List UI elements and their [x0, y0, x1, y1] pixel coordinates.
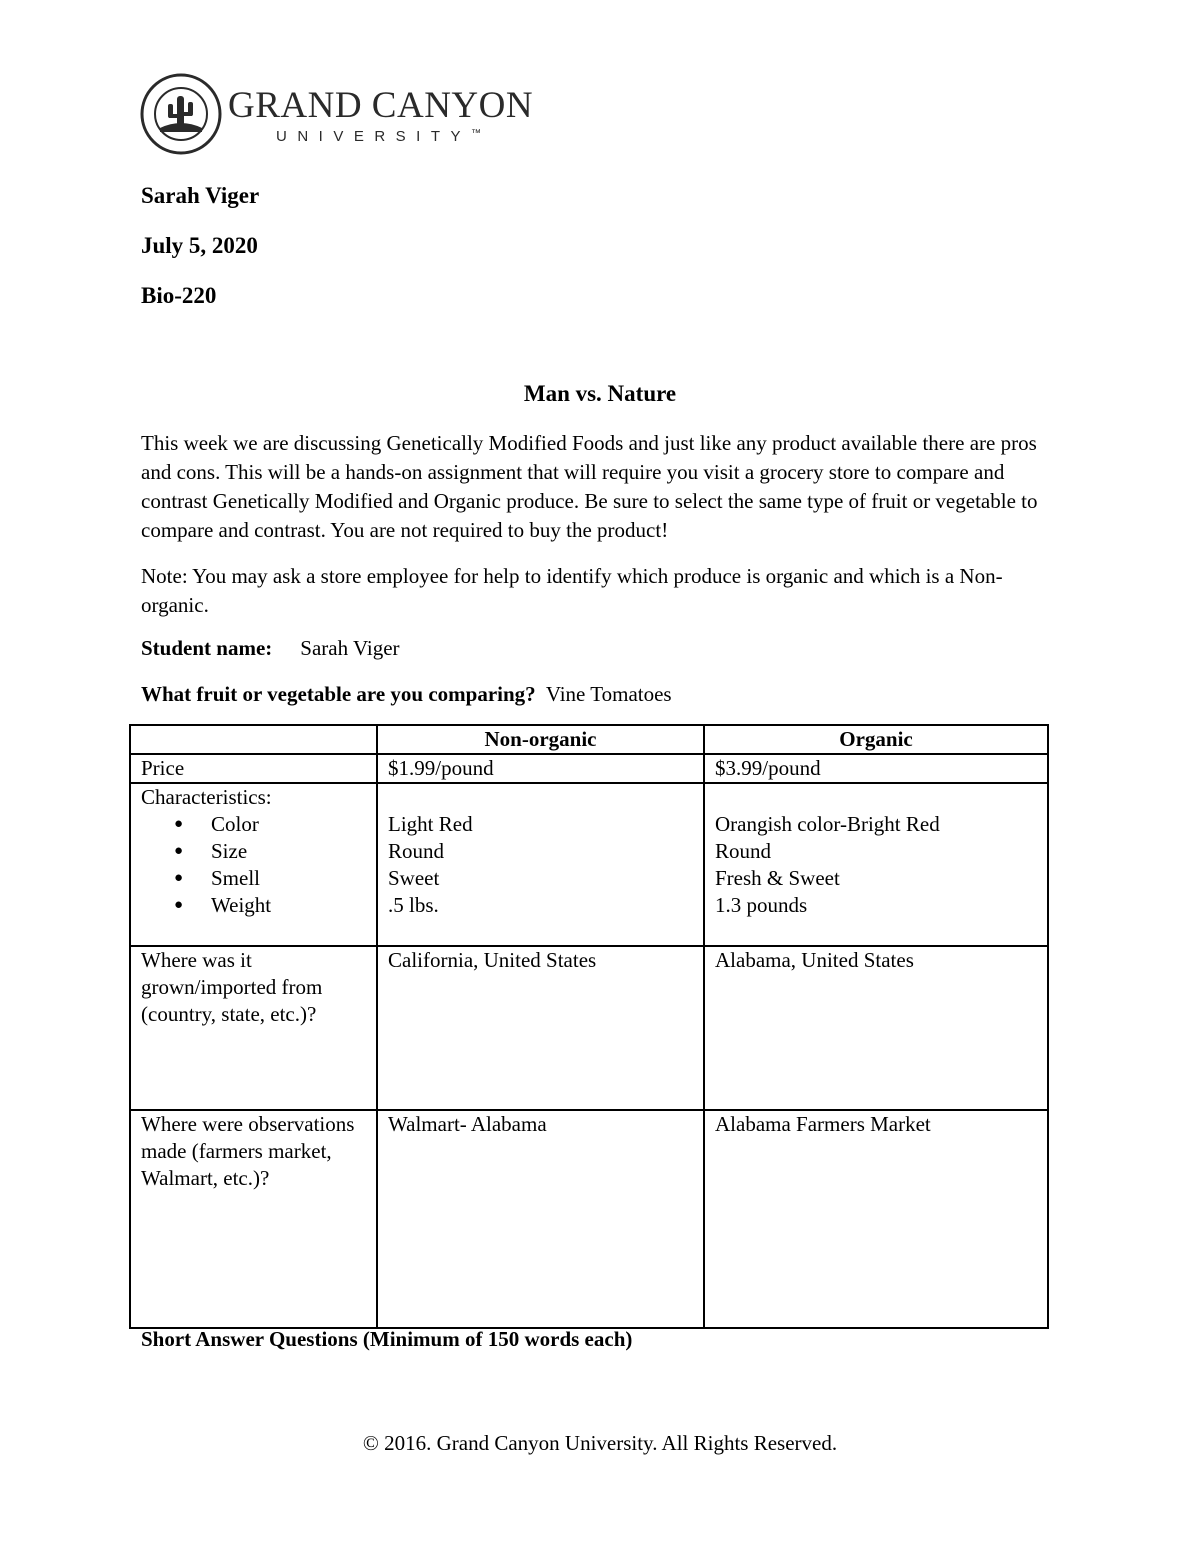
table-row-characteristics: [130, 783, 1048, 946]
price-non-organic: $1.99/pound: [377, 754, 704, 783]
origin-non-organic: California, United States: [377, 946, 704, 1110]
table-row-observed: [130, 1110, 1048, 1328]
characteristics-list: [141, 811, 366, 919]
university-seal-icon: [140, 72, 222, 156]
characteristics-label-cell: [130, 783, 377, 946]
date-header: July 5, 2020: [141, 233, 258, 258]
non-organic-color: Light Red: [388, 812, 473, 836]
student-name-line: [141, 636, 400, 661]
student-name-label: Student name:: [141, 636, 273, 660]
page-title: Man vs. Nature: [523, 381, 677, 406]
logo-name-line2: [276, 128, 481, 145]
logo-name-line1: GRAND CANYON: [228, 85, 534, 126]
observed-label: Where were observations made (farmers market, Walmart, etc.)?: [130, 1110, 377, 1328]
list-item: ● Color: [141, 811, 366, 838]
list-item: ● Size: [141, 838, 366, 865]
logo-name-line2-text: UNIVERSITY: [276, 128, 472, 145]
price-label: Price: [130, 754, 377, 783]
university-logo: [140, 72, 534, 156]
list-item: ● Weight: [141, 892, 366, 919]
intro-paragraph: This week we are discussing Genetically Modified Foods and just like any product available there are pros and cons. This will be a hands-on assignment that will require you visit a grocery store to compare and contrast Genetically Modified and Organic produce. Be sure to select the same type of fruit or vegetable to compare and contrast. You are not required to buy the product!: [141, 431, 1038, 542]
characteristics-label: Characteristics:: [141, 785, 272, 809]
origin-organic: Alabama, United States: [704, 946, 1048, 1110]
price-organic: $3.99/pound: [704, 754, 1048, 783]
comparison-table: [129, 724, 1049, 1329]
non-organic-size: Round: [388, 839, 445, 863]
origin-label: Where was it grown/imported from (country, state, etc.)?: [130, 946, 377, 1110]
observed-non-organic: Walmart- Alabama: [377, 1110, 704, 1328]
organic-smell: Fresh & Sweet: [715, 866, 840, 890]
header-cell-blank: [130, 725, 377, 754]
list-item: ● Smell: [141, 865, 366, 892]
student-name-value: Sarah Viger: [300, 636, 400, 660]
table-row-origin: [130, 946, 1048, 1110]
organic-weight: 1.3 pounds: [715, 893, 808, 917]
note-paragraph: Note: You may ask a store employee for help to identify which produce is organic and which is a Non-organic.: [141, 564, 1003, 617]
non-organic-weight: .5 lbs.: [388, 893, 439, 917]
organic-color: Orangish color-Bright Red: [715, 812, 940, 836]
table-row-price: [130, 754, 1048, 783]
comparison-question-line: [141, 682, 672, 707]
observed-organic: Alabama Farmers Market: [704, 1110, 1048, 1328]
copyright-footer: © 2016. Grand Canyon University. All Rights Reserved.: [362, 1431, 838, 1455]
header-cell-organic: Organic: [704, 725, 1048, 754]
header-cell-non-organic: Non-organic: [377, 725, 704, 754]
comparison-question-label: What fruit or vegetable are you comparing?: [141, 682, 536, 706]
table-header-row: [130, 725, 1048, 754]
logo-trademark: ™: [471, 128, 482, 139]
course-header: Bio-220: [141, 283, 217, 308]
short-answer-heading: Short Answer Questions (Minimum of 150 words each): [141, 1327, 633, 1351]
comparison-question-value: Vine Tomatoes: [545, 682, 672, 706]
characteristics-organic: [704, 783, 1048, 946]
organic-size: Round: [715, 839, 772, 863]
non-organic-smell: Sweet: [388, 866, 440, 890]
characteristics-non-organic: [377, 783, 704, 946]
student-name-header: Sarah Viger: [141, 183, 260, 208]
